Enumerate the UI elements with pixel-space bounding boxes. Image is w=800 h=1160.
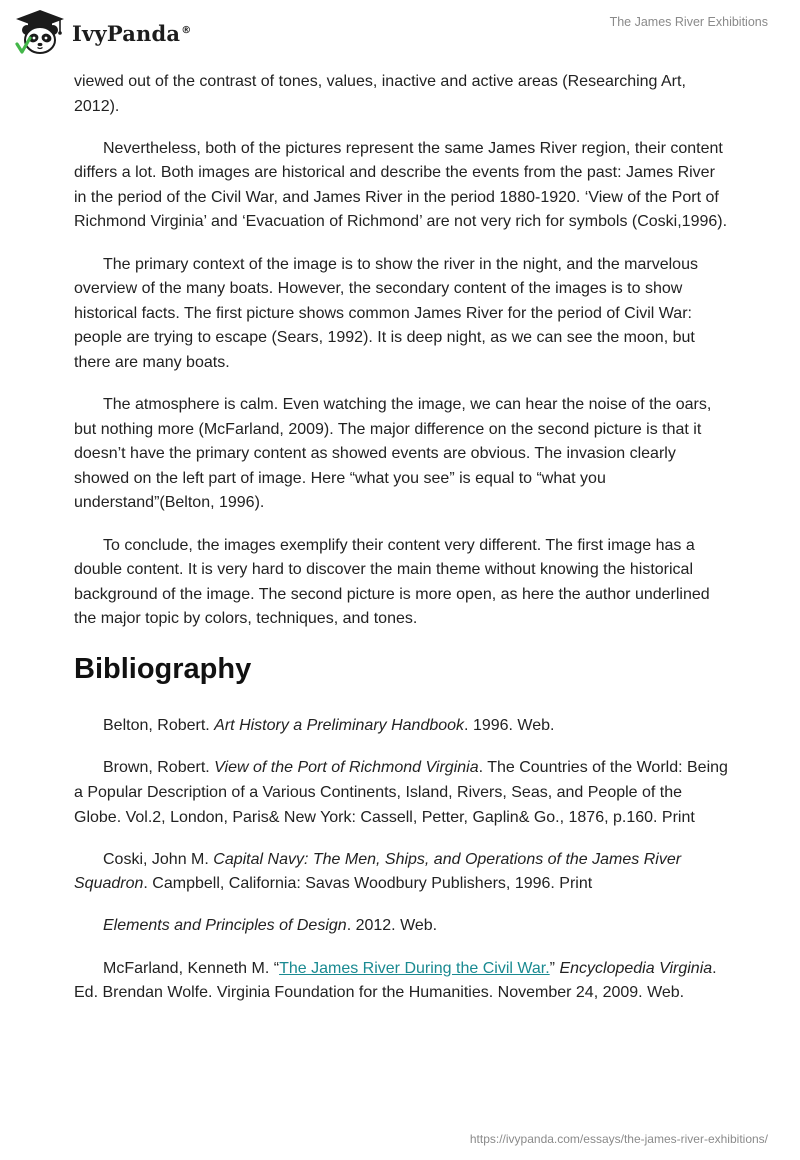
brand-name: IvyPanda®	[72, 20, 192, 46]
paragraph-continuation: viewed out of the contrast of tones, values, inactive and active areas (Researching Art, 2012).	[74, 73, 686, 115]
entry-quote-close: ”	[549, 959, 560, 977]
article-link[interactable]: The James River During the Civil War.	[279, 959, 550, 977]
bibliography-entry	[74, 957, 730, 1006]
registered-mark: ®	[181, 24, 192, 36]
bibliography-entry	[74, 714, 730, 739]
paragraph-conclusion: To conclude, the images exemplify their content very different. The first image has a double content. It is very hard to discover the main theme without knowing the historical background of the image. The second picture is more open, as here the author underlined the major topic by colors, techniques, and tones.	[74, 536, 710, 628]
entry-title: View of the Port of Richmond Virginia	[214, 759, 479, 777]
document-title: The James River Exhibitions	[609, 15, 768, 29]
bibliography-heading: Bibliography	[74, 653, 252, 686]
entry-title: Capital Navy: The Men, Ships, and Operations of the James River Squadron	[74, 850, 682, 893]
page-header	[0, 0, 800, 70]
entry-author: McFarland, Kenneth M. “	[103, 959, 280, 977]
entry-title: Elements and Principles of Design	[103, 917, 347, 935]
bibliography-entry	[74, 914, 730, 939]
essay-content	[74, 70, 730, 1023]
entry-author: Coski, John M.	[103, 850, 214, 868]
paragraph-atmosphere: The atmosphere is calm. Even watching the image, we can hear the noise of the oars, but nothing more (McFarland, 2009). The major difference on the second picture is that it doesn’t have the primary content as showed events are obvious. The invasion clearly showed on the left part of image. Here “what you see” is equal to “what you understand”(Belton, 1996).	[74, 396, 712, 512]
ivypanda-logo[interactable]	[14, 8, 191, 58]
entry-title: Encyclopedia Virginia	[559, 959, 713, 977]
entry-details: . Ed. Brendan Wolfe. Virginia Foundation for the Humanities. November 24, 2009. Web.	[74, 959, 717, 1002]
paragraph-content-differs: Nevertheless, both of the pictures represent the same James River region, their content differs a lot. Both images are historical and describe the events from the past: James River in the period of the Civil War, and James River in the period 1880-1920. ‘View of the Port of Richmond Virginia’ and ‘Evacuation of Richmond’ are not very rich for symbols (Coski,1996).	[74, 139, 728, 231]
bibliography-entry	[74, 848, 730, 897]
panda-graduate-icon	[14, 8, 66, 58]
bibliography-entry	[74, 756, 730, 830]
entry-author: Brown, Robert.	[103, 759, 215, 777]
entry-title: Art History a Preliminary Handbook	[214, 717, 465, 735]
entry-author: Belton, Robert.	[103, 717, 215, 735]
source-url[interactable]: https://ivypanda.com/essays/the-james-river-exhibitions/	[469, 1132, 768, 1146]
paragraph-primary-context: The primary context of the image is to show the river in the night, and the marvelous overview of the many boats. However, the secondary content of the images is to show historical facts. The first picture shows common James River for the period of Civil War: people are trying to escape (Sears, 1992). It is deep night, as we can see the moon, but there are many boats.	[74, 255, 698, 371]
entry-details: . Campbell, California: Savas Woodbury Publishers, 1996. Print	[143, 875, 593, 893]
entry-details: . 1996. Web.	[464, 717, 555, 735]
entry-details: . 2012. Web.	[346, 917, 438, 935]
entry-details: . The Countries of the World: Being a Popular Description of a Various Continents, Island, Rivers, Seas, and People of the Globe. Vol.2, London, Paris& New York: Cassell, Petter, Gaplin& Go., 1876, p.160. Print	[74, 759, 728, 826]
